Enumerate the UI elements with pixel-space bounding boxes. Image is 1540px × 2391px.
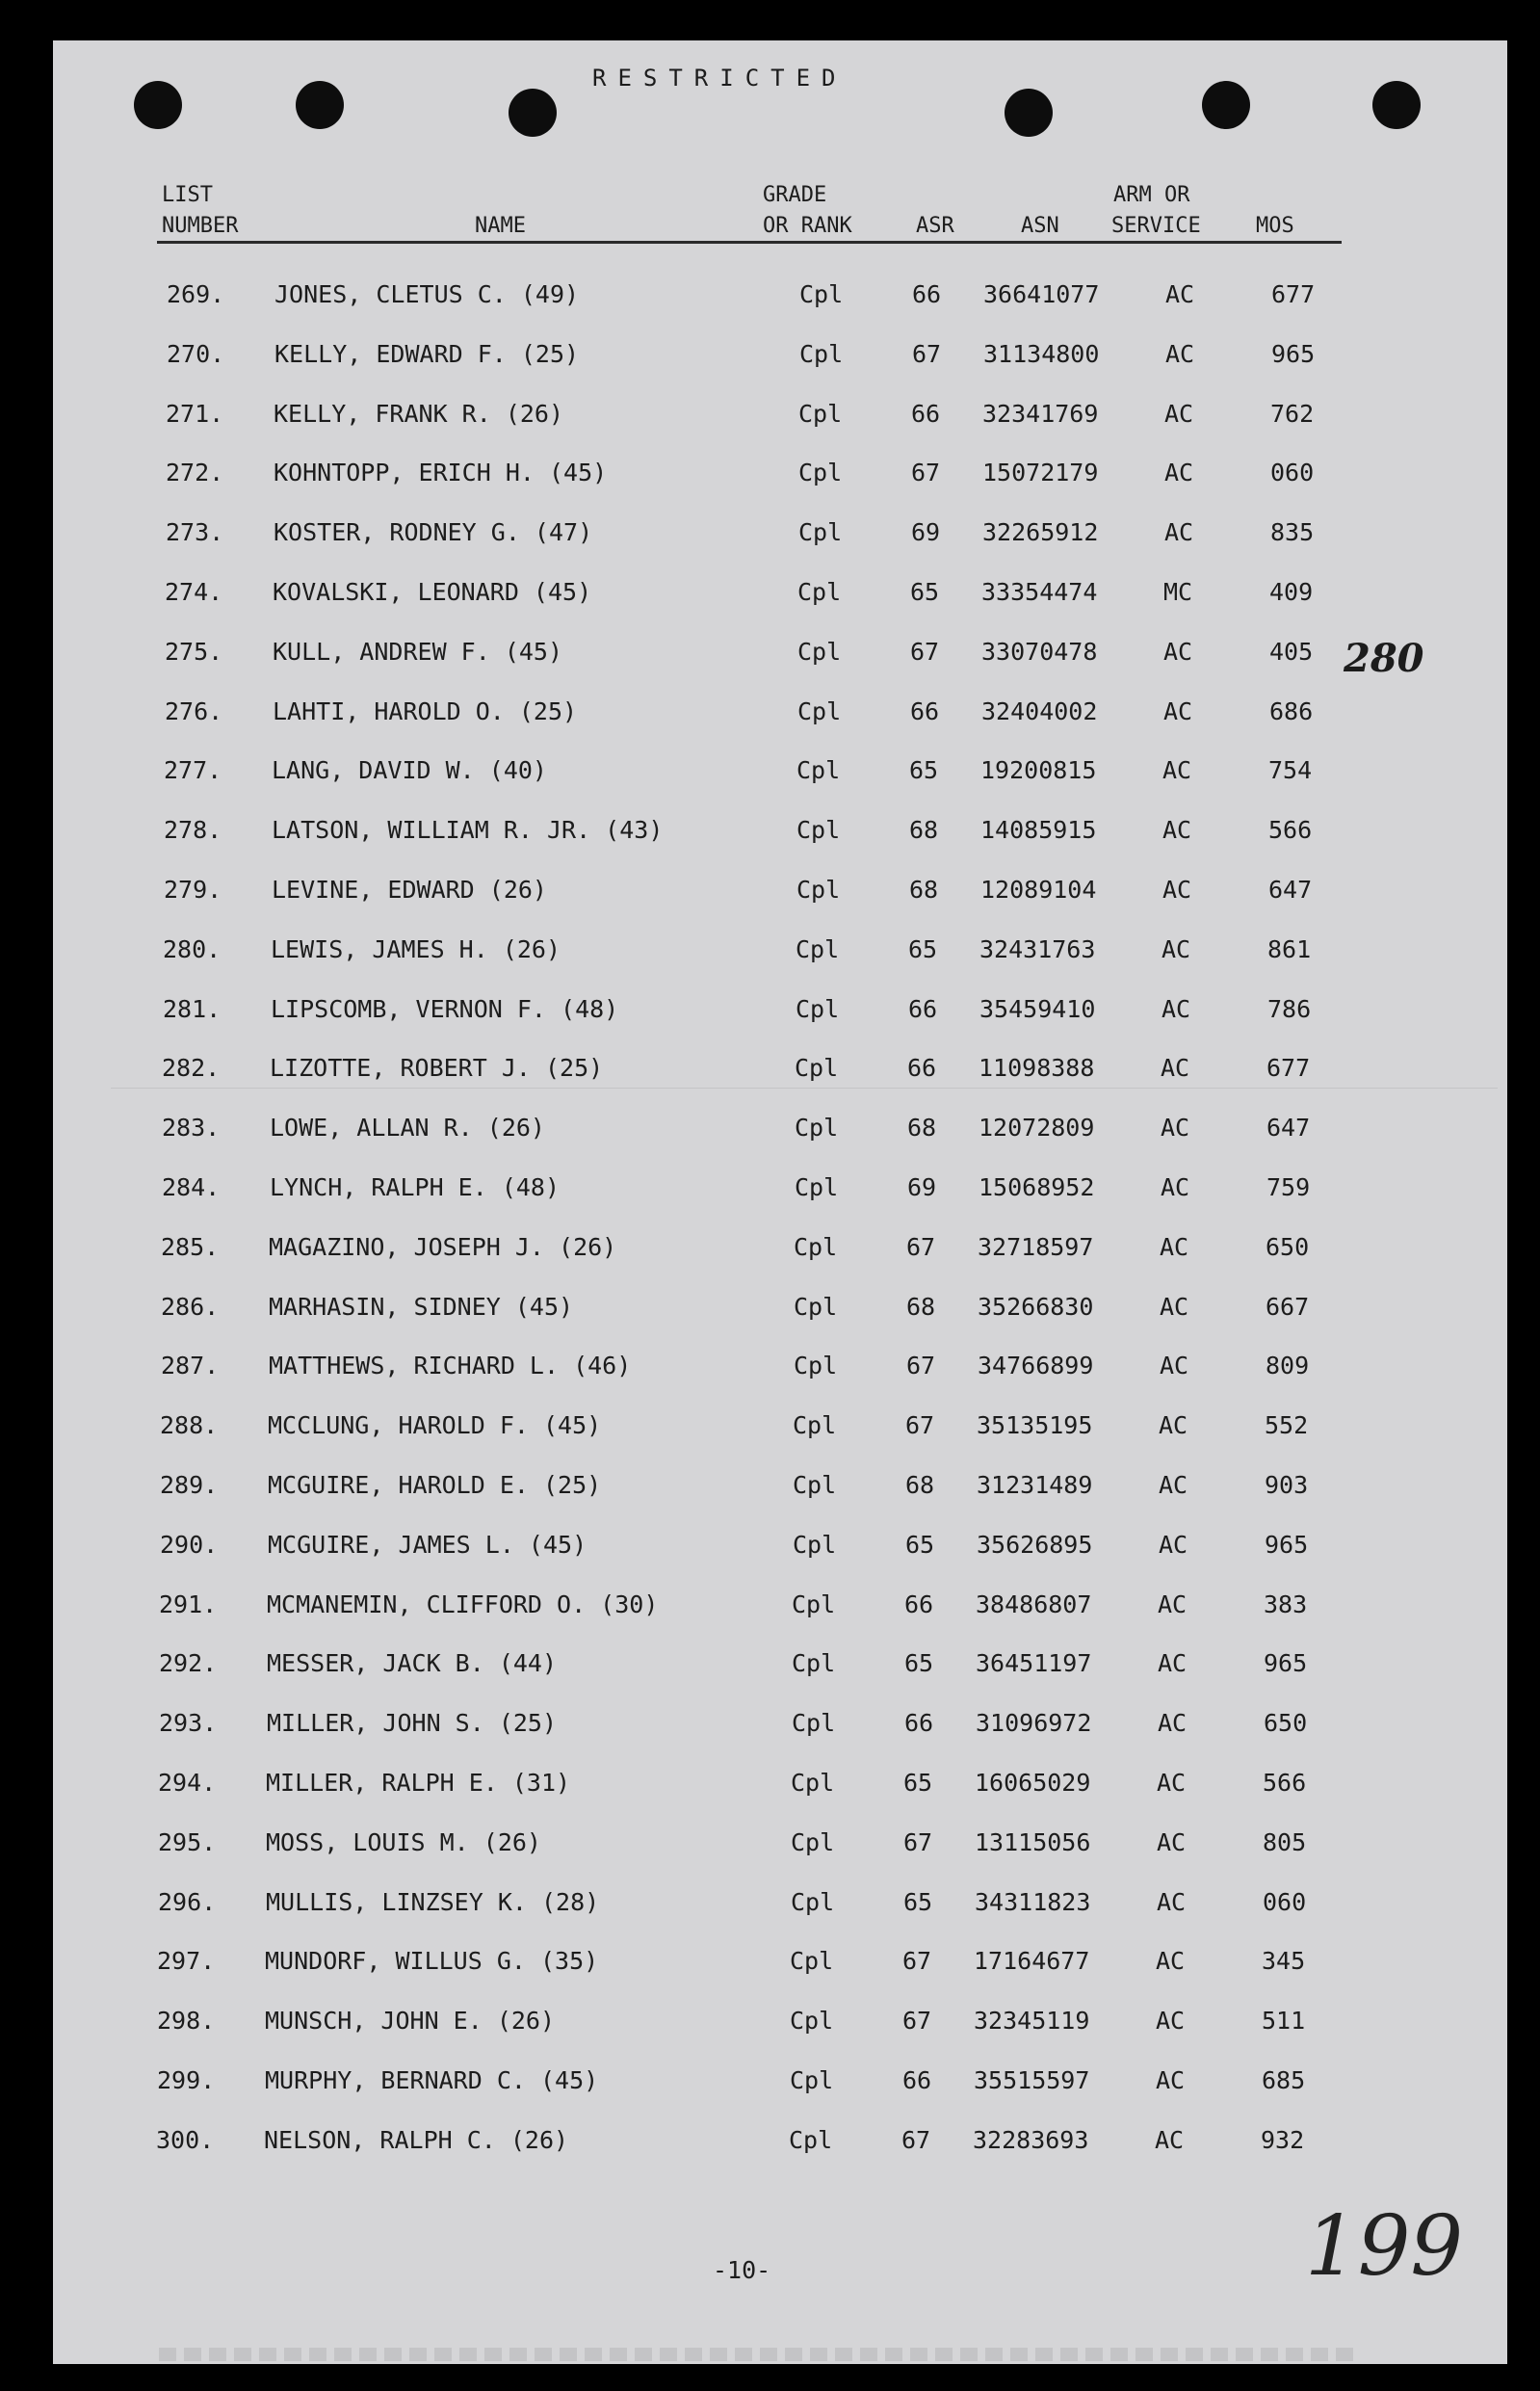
cell-name: LEWIS, JAMES H. (26) xyxy=(271,934,561,963)
cell-name: MILLER, RALPH E. (31) xyxy=(266,1769,571,1797)
cell-grade: Cpl xyxy=(796,876,841,904)
cell-name: MILLER, JOHN S. (25) xyxy=(267,1709,558,1738)
cell-asr: 68 xyxy=(907,1114,937,1143)
cell-grade: Cpl xyxy=(794,1352,838,1380)
table-row xyxy=(53,1114,1502,1152)
cell-asn: 19200815 xyxy=(980,756,1097,785)
cell-grade: Cpl xyxy=(796,994,840,1023)
table-row xyxy=(53,1471,1501,1510)
cell-name: MCGUIRE, JAMES L. (45) xyxy=(268,1530,587,1559)
cell-grade: Cpl xyxy=(790,2007,834,2036)
cell-name: MCMANEMIN, CLIFFORD O. (30) xyxy=(267,1590,659,1618)
cell-mos: 647 xyxy=(1266,1114,1311,1143)
cell-name: MAGAZINO, JOSEPH J. (26) xyxy=(269,1232,617,1261)
cell-asn: 16065029 xyxy=(975,1769,1091,1797)
cell-asr: 66 xyxy=(911,399,941,428)
cell-mos: 345 xyxy=(1262,1947,1306,1976)
cell-name: LOWE, ALLAN R. (26) xyxy=(270,1114,545,1143)
cell-grade: Cpl xyxy=(797,637,842,666)
cell-num: 281. xyxy=(163,994,222,1023)
cell-asn: 31231489 xyxy=(977,1471,1093,1499)
cell-mos: 650 xyxy=(1266,1232,1310,1261)
table-row xyxy=(53,995,1503,1034)
cell-mos: 566 xyxy=(1263,1769,1307,1797)
cell-mos: 805 xyxy=(1263,1827,1307,1856)
cell-arm: AC xyxy=(1159,1530,1188,1559)
cell-grade: Cpl xyxy=(796,756,841,785)
table-row xyxy=(53,1769,1499,1807)
table-row xyxy=(53,2007,1498,2045)
cell-asn: 32265912 xyxy=(982,518,1099,547)
cell-name: MATTHEWS, RICHARD L. (46) xyxy=(269,1352,632,1380)
cell-asn: 35266830 xyxy=(978,1292,1094,1321)
cell-asr: 69 xyxy=(911,518,941,547)
cell-asr: 67 xyxy=(903,1827,933,1856)
cell-asn: 34766899 xyxy=(978,1352,1094,1380)
cell-grade: Cpl xyxy=(799,280,844,308)
cell-asn: 14085915 xyxy=(980,816,1097,845)
cell-name: LYNCH, RALPH E. (48) xyxy=(270,1173,561,1201)
cell-arm: AC xyxy=(1165,280,1195,308)
cell-num: 287. xyxy=(161,1352,220,1380)
table-row xyxy=(53,2126,1497,2165)
cell-mos: 647 xyxy=(1268,876,1313,904)
binder-hole xyxy=(1005,89,1053,137)
cell-grade: Cpl xyxy=(795,1114,839,1143)
header-arm-or-service: ARM OR SERVICE xyxy=(1111,183,1201,238)
cell-asr: 67 xyxy=(906,1232,936,1261)
cell-name: MURPHY, BERNARD C. (45) xyxy=(265,2066,599,2094)
cell-asr: 65 xyxy=(904,1649,934,1678)
cell-name: LATSON, WILLIAM R. JR. (43) xyxy=(272,816,664,845)
table-row xyxy=(53,1590,1500,1629)
cell-mos: 965 xyxy=(1265,1530,1309,1559)
cell-grade: Cpl xyxy=(791,1769,835,1797)
table-row xyxy=(53,756,1504,795)
cell-name: KULL, ANDREW F. (45) xyxy=(273,637,563,666)
cell-arm: AC xyxy=(1164,518,1194,547)
cell-arm: AC xyxy=(1157,1887,1187,1916)
cell-num: 288. xyxy=(160,1411,219,1440)
binder-hole xyxy=(134,81,182,129)
cell-num: 292. xyxy=(159,1649,218,1678)
cell-num: 280. xyxy=(163,934,222,963)
cell-name: JONES, CLETUS C. (49) xyxy=(274,280,580,308)
cell-name: KOHNTOPP, ERICH H. (45) xyxy=(274,459,608,487)
table-row xyxy=(53,1173,1502,1212)
cell-asn: 32345119 xyxy=(974,2007,1090,2036)
cell-arm: AC xyxy=(1165,339,1195,368)
header-name: NAME xyxy=(475,214,526,238)
cell-arm: AC xyxy=(1157,1769,1187,1797)
cell-arm: AC xyxy=(1157,1827,1187,1856)
cell-num: 276. xyxy=(165,696,223,725)
cell-num: 274. xyxy=(165,578,223,606)
document-page xyxy=(53,40,1507,2364)
cell-name: MULLIS, LINZSEY K. (28) xyxy=(266,1887,600,1916)
cell-arm: AC xyxy=(1164,459,1194,487)
cell-grade: Cpl xyxy=(792,1709,836,1738)
cell-asn: 35459410 xyxy=(979,994,1096,1023)
cell-name: KOSTER, RODNEY G. (47) xyxy=(274,518,593,547)
binder-hole xyxy=(1202,81,1250,129)
cell-num: 283. xyxy=(162,1114,221,1143)
cell-mos: 759 xyxy=(1266,1173,1311,1201)
table-row xyxy=(53,2066,1498,2105)
cell-num: 296. xyxy=(158,1887,217,1916)
cell-num: 286. xyxy=(161,1292,220,1321)
cell-name: MARHASIN, SIDNEY (45) xyxy=(269,1292,574,1321)
cell-name: LEVINE, EDWARD (26) xyxy=(272,876,547,904)
cell-grade: Cpl xyxy=(790,1947,834,1976)
cell-grade: Cpl xyxy=(797,696,842,725)
cell-asn: 32718597 xyxy=(978,1232,1094,1261)
cell-num: 295. xyxy=(158,1827,217,1856)
cell-name: NELSON, RALPH C. (26) xyxy=(264,2125,569,2154)
cell-grade: Cpl xyxy=(793,1411,837,1440)
cell-mos: 383 xyxy=(1264,1590,1308,1618)
table-row xyxy=(53,280,1507,319)
cell-grade: Cpl xyxy=(798,518,843,547)
cell-num: 277. xyxy=(164,756,222,785)
cell-grade: Cpl xyxy=(793,1471,837,1499)
cell-num: 278. xyxy=(164,816,222,845)
cell-num: 275. xyxy=(165,637,223,666)
cell-arm: AC xyxy=(1156,2007,1186,2036)
header-list-number: LIST NUMBER xyxy=(162,183,239,238)
binder-hole xyxy=(509,89,557,137)
binder-hole xyxy=(1372,81,1421,129)
cell-num: 289. xyxy=(160,1471,219,1499)
cell-asr: 65 xyxy=(909,756,939,785)
classification-marking: RESTRICTED xyxy=(592,65,848,92)
cell-asr: 65 xyxy=(910,578,940,606)
cell-asn: 12089104 xyxy=(980,876,1097,904)
cell-arm: AC xyxy=(1160,1232,1189,1261)
cell-num: 290. xyxy=(160,1530,219,1559)
cell-mos: 965 xyxy=(1264,1649,1308,1678)
cell-asr: 68 xyxy=(905,1471,935,1499)
cell-mos: 754 xyxy=(1268,756,1313,785)
bleed-through-text xyxy=(159,2348,1353,2361)
cell-name: KOVALSKI, LEONARD (45) xyxy=(273,578,592,606)
cell-asn: 36641077 xyxy=(983,280,1100,308)
header-mos: MOS xyxy=(1256,214,1294,238)
cell-mos: 060 xyxy=(1263,1887,1307,1916)
cell-asr: 66 xyxy=(910,696,940,725)
cell-mos: 932 xyxy=(1261,2125,1305,2154)
cell-arm: AC xyxy=(1162,756,1192,785)
table-row xyxy=(53,1411,1501,1450)
cell-asn: 11098388 xyxy=(979,1054,1095,1083)
table-row xyxy=(53,935,1503,974)
cell-asn: 33070478 xyxy=(981,637,1098,666)
cell-name: LIPSCOMB, VERNON F. (48) xyxy=(271,994,619,1023)
cell-asn: 35135195 xyxy=(977,1411,1093,1440)
cell-num: 273. xyxy=(166,518,224,547)
cell-num: 270. xyxy=(167,339,225,368)
cell-name: LAHTI, HAROLD O. (25) xyxy=(273,696,578,725)
cell-arm: AC xyxy=(1160,1352,1189,1380)
cell-num: 272. xyxy=(166,459,224,487)
handwritten-number: 199 xyxy=(1305,2198,1464,2295)
cell-name: MCGUIRE, HAROLD E. (25) xyxy=(268,1471,602,1499)
cell-mos: 405 xyxy=(1269,637,1314,666)
cell-grade: Cpl xyxy=(795,1054,839,1083)
cell-asn: 13115056 xyxy=(975,1827,1091,1856)
cell-grade: Cpl xyxy=(795,1173,839,1201)
cell-asr: 67 xyxy=(911,459,941,487)
cell-arm: AC xyxy=(1159,1471,1188,1499)
cell-mos: 677 xyxy=(1271,280,1316,308)
table-row xyxy=(53,1233,1501,1272)
cell-grade: Cpl xyxy=(792,1649,836,1678)
cell-arm: AC xyxy=(1163,696,1193,725)
cell-num: 300. xyxy=(156,2125,215,2154)
cell-asr: 65 xyxy=(903,1887,933,1916)
cell-asn: 36451197 xyxy=(976,1649,1092,1678)
cell-arm: AC xyxy=(1158,1709,1188,1738)
cell-arm: AC xyxy=(1162,816,1192,845)
page-number: -10- xyxy=(713,2256,771,2284)
cell-name: KELLY, FRANK R. (26) xyxy=(274,399,564,428)
cell-asn: 38486807 xyxy=(976,1590,1092,1618)
cell-asr: 65 xyxy=(905,1530,935,1559)
table-row xyxy=(53,876,1504,914)
cell-arm: AC xyxy=(1156,1947,1186,1976)
table-row xyxy=(53,518,1506,557)
cell-num: 299. xyxy=(157,2066,216,2094)
cell-arm: AC xyxy=(1164,399,1194,428)
cell-asr: 65 xyxy=(908,934,938,963)
cell-asn: 17164677 xyxy=(974,1947,1090,1976)
header-asn: ASN xyxy=(1021,214,1059,238)
cell-mos: 835 xyxy=(1270,518,1315,547)
table-row xyxy=(53,1947,1498,1985)
cell-mos: 511 xyxy=(1262,2007,1306,2036)
cell-arm: AC xyxy=(1156,2066,1186,2094)
cell-num: 298. xyxy=(157,2007,216,2036)
cell-asr: 68 xyxy=(909,816,939,845)
cell-name: MOSS, LOUIS M. (26) xyxy=(266,1827,541,1856)
cell-asr: 66 xyxy=(902,2066,932,2094)
cell-asr: 67 xyxy=(905,1411,935,1440)
cell-arm: AC xyxy=(1158,1590,1188,1618)
cell-arm: AC xyxy=(1158,1649,1188,1678)
binder-hole xyxy=(296,81,344,129)
cell-asr: 67 xyxy=(901,2125,931,2154)
cell-asn: 32431763 xyxy=(979,934,1096,963)
cell-name: LANG, DAVID W. (40) xyxy=(272,756,547,785)
cell-arm: AC xyxy=(1162,934,1191,963)
cell-asr: 67 xyxy=(902,1947,932,1976)
cell-grade: Cpl xyxy=(794,1232,838,1261)
cell-mos: 685 xyxy=(1262,2066,1306,2094)
cell-grade: Cpl xyxy=(793,1530,837,1559)
header-grade: GRADE OR RANK xyxy=(763,183,852,238)
table-row xyxy=(53,1352,1501,1390)
cell-grade: Cpl xyxy=(791,1827,835,1856)
header-rule xyxy=(157,241,1342,244)
table-row xyxy=(53,1709,1500,1747)
table-row xyxy=(53,816,1504,854)
cell-asn: 32341769 xyxy=(982,399,1099,428)
cell-name: LIZOTTE, ROBERT J. (25) xyxy=(270,1054,604,1083)
cell-mos: 686 xyxy=(1269,696,1314,725)
cell-num: 271. xyxy=(166,399,224,428)
cell-num: 293. xyxy=(159,1709,218,1738)
cell-grade: Cpl xyxy=(789,2125,833,2154)
cell-mos: 650 xyxy=(1264,1709,1308,1738)
cell-num: 269. xyxy=(167,280,225,308)
cell-grade: Cpl xyxy=(790,2066,834,2094)
table-row xyxy=(53,1293,1501,1331)
cell-mos: 762 xyxy=(1270,399,1315,428)
table-row xyxy=(53,1531,1501,1569)
table-row xyxy=(53,697,1505,736)
cell-arm: MC xyxy=(1163,578,1193,606)
table-row xyxy=(53,1649,1500,1688)
cell-asn: 15072179 xyxy=(982,459,1099,487)
cell-arm: AC xyxy=(1160,1292,1189,1321)
cell-grade: Cpl xyxy=(791,1887,835,1916)
cell-name: MUNSCH, JOHN E. (26) xyxy=(265,2007,556,2036)
table-row xyxy=(53,1888,1499,1927)
table-row xyxy=(53,459,1506,497)
cell-name: MUNDORF, WILLUS G. (35) xyxy=(265,1947,599,1976)
table-row xyxy=(53,1828,1499,1867)
cell-arm: AC xyxy=(1161,1173,1190,1201)
cell-mos: 677 xyxy=(1266,1054,1311,1083)
cell-asn: 34311823 xyxy=(975,1887,1091,1916)
cell-name: MCCLUNG, HAROLD F. (45) xyxy=(268,1411,602,1440)
cell-asr: 67 xyxy=(910,637,940,666)
table-row xyxy=(53,400,1506,438)
cell-arm: AC xyxy=(1162,876,1192,904)
cell-name: MESSER, JACK B. (44) xyxy=(267,1649,558,1678)
cell-asr: 66 xyxy=(912,280,942,308)
table-row xyxy=(53,578,1505,617)
table-row xyxy=(53,340,1507,379)
cell-asn: 32404002 xyxy=(981,696,1098,725)
cell-mos: 809 xyxy=(1266,1352,1310,1380)
cell-grade: Cpl xyxy=(792,1590,836,1618)
cell-asr: 66 xyxy=(907,1054,937,1083)
margin-annotation: 280 xyxy=(1344,636,1424,681)
cell-asn: 33354474 xyxy=(981,578,1098,606)
cell-num: 285. xyxy=(161,1232,220,1261)
cell-grade: Cpl xyxy=(798,399,843,428)
cell-num: 297. xyxy=(157,1947,216,1976)
cell-asn: 12072809 xyxy=(979,1114,1095,1143)
cell-name: KELLY, EDWARD F. (25) xyxy=(274,339,580,368)
cell-grade: Cpl xyxy=(798,459,843,487)
cell-asr: 68 xyxy=(909,876,939,904)
cell-asr: 65 xyxy=(903,1769,933,1797)
cell-grade: Cpl xyxy=(794,1292,838,1321)
cell-num: 291. xyxy=(159,1590,218,1618)
cell-mos: 566 xyxy=(1268,816,1313,845)
cell-grade: Cpl xyxy=(796,934,840,963)
cell-asr: 67 xyxy=(902,2007,932,2036)
cell-asn: 35626895 xyxy=(977,1530,1093,1559)
cell-mos: 667 xyxy=(1266,1292,1310,1321)
cell-mos: 786 xyxy=(1267,994,1312,1023)
cell-asr: 67 xyxy=(906,1352,936,1380)
cell-asn: 32283693 xyxy=(973,2125,1089,2154)
cell-grade: Cpl xyxy=(799,339,844,368)
cell-asr: 66 xyxy=(904,1709,934,1738)
cell-mos: 552 xyxy=(1265,1411,1309,1440)
cell-arm: AC xyxy=(1155,2125,1185,2154)
cell-arm: AC xyxy=(1162,994,1191,1023)
cell-asn: 15068952 xyxy=(979,1173,1095,1201)
cell-arm: AC xyxy=(1159,1411,1188,1440)
cell-grade: Cpl xyxy=(796,816,841,845)
cell-arm: AC xyxy=(1161,1054,1190,1083)
cell-asr: 66 xyxy=(904,1590,934,1618)
cell-arm: AC xyxy=(1161,1114,1190,1143)
cell-asn: 31096972 xyxy=(976,1709,1092,1738)
cell-mos: 861 xyxy=(1267,934,1312,963)
cell-mos: 903 xyxy=(1265,1471,1309,1499)
cell-num: 294. xyxy=(158,1769,217,1797)
header-asr: ASR xyxy=(916,214,954,238)
cell-grade: Cpl xyxy=(797,578,842,606)
cell-asr: 66 xyxy=(908,994,938,1023)
cell-asr: 69 xyxy=(907,1173,937,1201)
cell-mos: 965 xyxy=(1271,339,1316,368)
cell-arm: AC xyxy=(1163,637,1193,666)
cell-asn: 35515597 xyxy=(974,2066,1090,2094)
cell-mos: 409 xyxy=(1269,578,1314,606)
cell-num: 279. xyxy=(164,876,222,904)
cell-num: 284. xyxy=(162,1173,221,1201)
table-row xyxy=(53,1054,1502,1092)
cell-asr: 67 xyxy=(912,339,942,368)
cell-num: 282. xyxy=(162,1054,221,1083)
cell-asr: 68 xyxy=(906,1292,936,1321)
cell-mos: 060 xyxy=(1270,459,1315,487)
table-row xyxy=(53,638,1505,676)
cell-asn: 31134800 xyxy=(983,339,1100,368)
